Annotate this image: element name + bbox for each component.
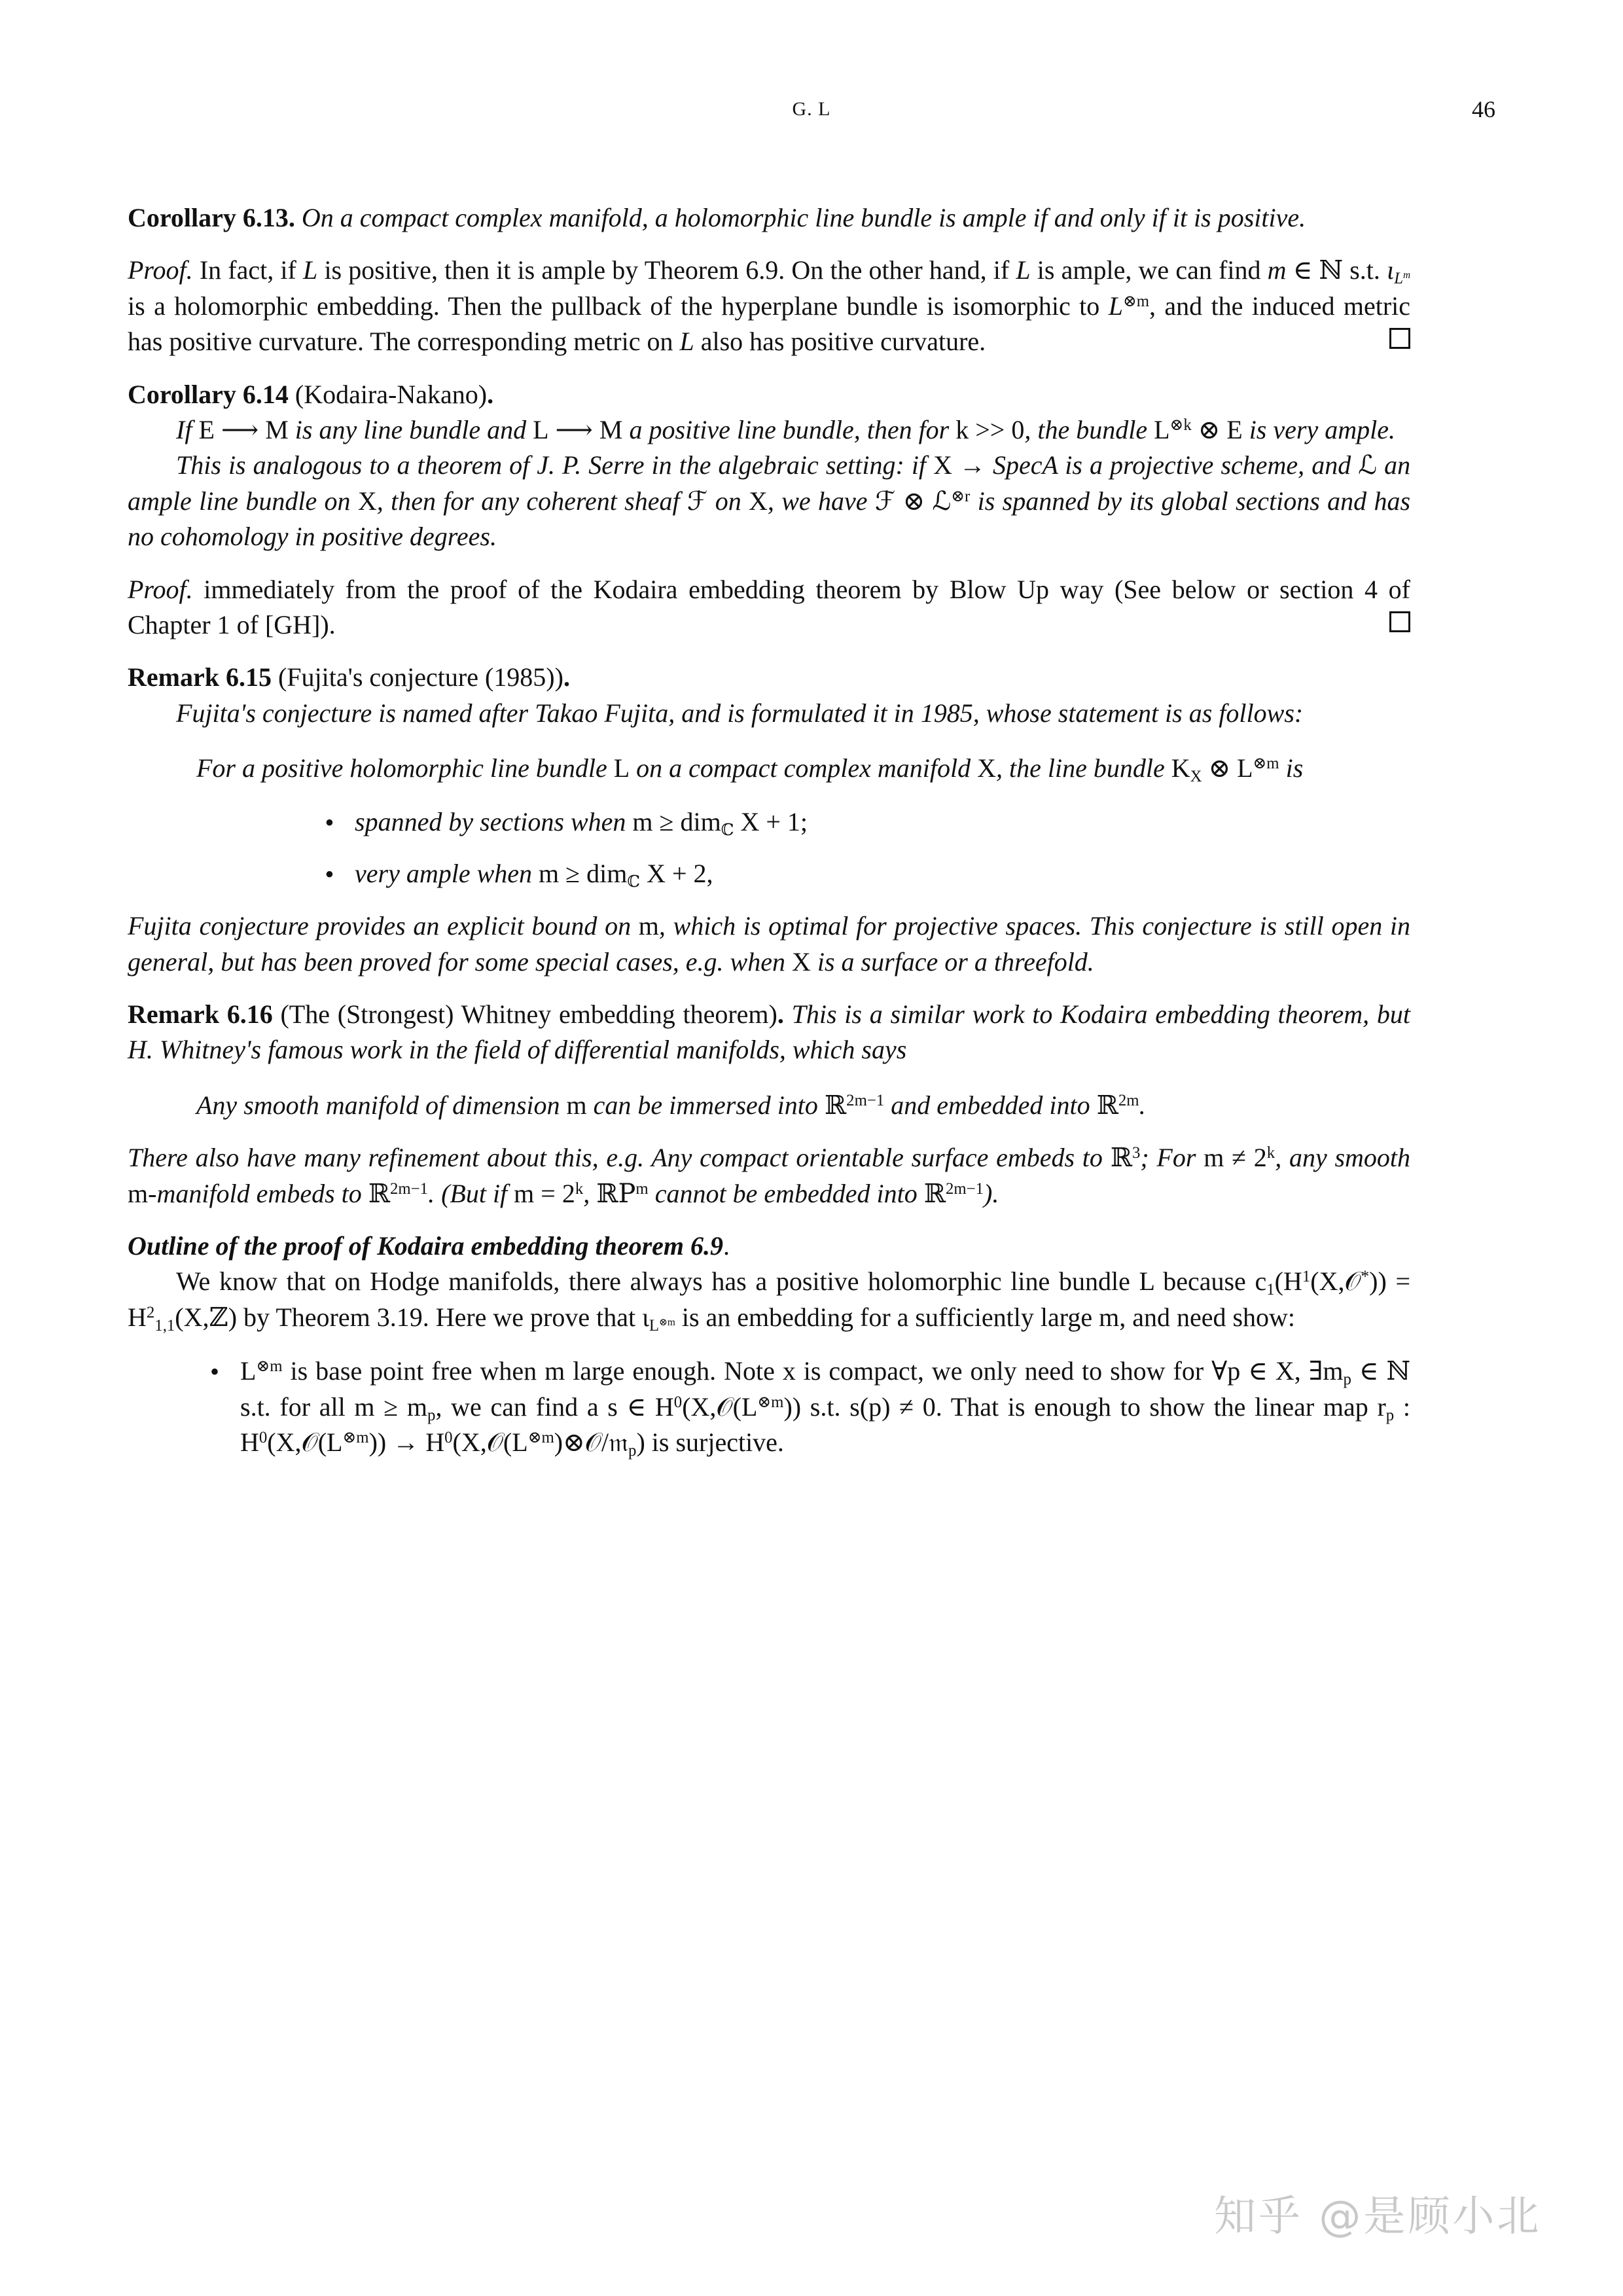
symbol-m: m [1204, 1143, 1224, 1173]
wr-h: ). [984, 1178, 999, 1208]
outline-bullet-list [200, 1354, 1410, 1460]
symbol-complex: ℂ [627, 871, 641, 891]
symbol-m: m [1323, 1356, 1344, 1386]
symbol-script-F: ℱ [687, 486, 708, 516]
symbol-X: X [690, 1391, 710, 1422]
symbol-exp-3: 3 [1132, 1144, 1141, 1162]
symbol-script-F: ℱ [874, 486, 896, 516]
symbol-exp-2m-1: 2m−1 [390, 1179, 429, 1198]
ou-c: by Theorem 3.19. Here we prove that [243, 1302, 636, 1332]
symbol-E: E [1226, 414, 1243, 444]
symbol-X: X [791, 946, 811, 977]
fq-a: For a positive holomorphic line bundle [196, 753, 607, 783]
symbol-L: L [649, 1316, 660, 1335]
running-title: G. L [792, 98, 831, 120]
symbol-L: L [1154, 414, 1170, 444]
cor614-p2a: This is analogous to a theorem of J. P. Serre in the algebraic setting: if [176, 450, 927, 480]
symbol-H: H [654, 1391, 674, 1422]
symbol-script-O: 𝒪 [486, 1427, 503, 1457]
symbol-dim: dim [680, 807, 721, 837]
symbol-script-O: 𝒪 [1344, 1266, 1361, 1297]
symbol-in: ∈ [1359, 1356, 1379, 1386]
symbol-m: m [632, 807, 653, 837]
fujita-close-b: , which is optimal for projective spaces. This conjecture is still open in general, but has been proved for some special cases, e.g. when [128, 911, 1410, 977]
symbol-m: m [128, 1178, 149, 1208]
corollary-6-14-label: Corollary 6.14 [128, 379, 289, 409]
wq-b: can be immersed into [593, 1090, 818, 1120]
symbol-zero-sup: 0 [444, 1429, 453, 1447]
symbol-p: p [1227, 1356, 1241, 1386]
proof-6-14 [128, 572, 1410, 643]
symbol-p: p [868, 1391, 882, 1422]
symbol-exp-2m-1: 2m−1 [846, 1091, 885, 1109]
watermark: 知乎 @是顾小北 [1214, 2193, 1542, 2241]
wr-f: , [583, 1178, 590, 1208]
symbol-tensor-k: ⊗k [1169, 416, 1192, 435]
symbol-two-sup: 2 [146, 1303, 155, 1321]
wq-a: Any smooth manifold of dimension [196, 1090, 560, 1120]
symbol-zero: 0 [922, 1391, 936, 1422]
symbol-geq: ≥ [565, 858, 580, 888]
ou-e: , and need show: [1119, 1302, 1296, 1332]
whitney-refinements-para [128, 1140, 1410, 1211]
symbol-arrow-long: ⟶ [221, 414, 259, 444]
symbol-L: L [741, 1391, 758, 1422]
symbol-p-sub: p [628, 1441, 637, 1460]
corollary-6-14-attribution: (Kodaira-Nakano) [294, 379, 488, 409]
symbol-p-sub: p [1385, 1406, 1395, 1424]
symbol-reals: ℝ [368, 1178, 390, 1209]
symbol-arrow: → [959, 450, 986, 480]
symbol-two: 2 [562, 1178, 575, 1208]
symbol-X: X [276, 1427, 295, 1457]
symbol-L: L [533, 414, 549, 444]
list-item [314, 804, 1335, 840]
cor614-p1c: a positive line bundle, then for [629, 414, 950, 444]
cor614-p2e: on [715, 486, 741, 516]
proof-6-14-text: immediately from the proof of the Kodaira embedding theorem by Blow Up way (See below or section 4 of Chapter 1 of [GH]). [128, 574, 1411, 639]
symbol-L: L [1016, 255, 1031, 285]
wq-d: . [1139, 1090, 1146, 1120]
symbol-M: M [265, 414, 289, 444]
symbol-eq: = [541, 1178, 556, 1208]
symbol-frak-m: 𝔪 [608, 1427, 629, 1457]
symbol-script-L: ℒ [932, 486, 952, 516]
proof-6-13-t2: is positive, then it is ample by Theorem 6.9. On the other hand, if [324, 255, 1010, 285]
symbol-m: m [514, 1178, 535, 1208]
document-body [128, 183, 1410, 1476]
symbol-m: m [1402, 270, 1411, 281]
symbol-X: X [1275, 1356, 1294, 1386]
symbol-tensor: ⊗ [563, 1427, 585, 1457]
wr-d: -manifold embeds to [148, 1178, 362, 1208]
remark-6-15-attribution: (Fujita's conjecture (1985)) [277, 662, 563, 692]
corollary-6-13-statement: On a compact complex manifold, a holomorphic line bundle is ample if and only if it is positive. [301, 203, 1306, 232]
symbol-naturals: ℕ [1386, 1356, 1411, 1387]
cor614-p1b: is any line bundle and [294, 414, 527, 444]
symbol-script-O: 𝒪 [301, 1427, 318, 1457]
period: . [777, 999, 784, 1030]
list-item: • $L^{\otimes m}$ is base point free when m large enough. Note x is compact, we only need to show for ∀p ∈ X, $\exists m_p$ ∈ ℕ s.t. for all $m \ge m_p$, we can find a s ∈ $H^0(X,𝒪(L^{\otimes m}))$ s.t. s(p) ≠ 0. That is enough to show the linear map $r_p$ : $H^0(X,𝒪(L^{\otimes m}))$ → $H^0(X,𝒪(L^{\otimes m})\otimes 𝒪/𝔪_p)$ is surjective. [200, 1354, 1410, 1460]
symbol-tensor-m: ⊗m [757, 1393, 784, 1411]
qed-square [1389, 611, 1410, 632]
symbol-m: m [1099, 1302, 1120, 1332]
wr-b: ; For [1140, 1143, 1196, 1173]
cor614-p2b: is a projective scheme, and [1065, 450, 1351, 480]
fujita-close-a: Fujita conjecture provides an explicit bound on [128, 911, 632, 941]
remark-6-15-para-text: Fujita's conjecture is named after Takao Fujita, and is formulated it in 1985, whose statement is as follows: [176, 698, 1304, 728]
symbol-tensor-r: ⊗r [951, 487, 971, 505]
ob-b: large enough. Note [573, 1356, 775, 1386]
symbol-L: L [1139, 1266, 1154, 1297]
fujita-bullet-1a: spanned by sections when [355, 807, 626, 837]
cor614-p1e: is very ample. [1249, 414, 1395, 444]
proof-6-13-t1: In fact, if [199, 255, 296, 285]
qed-square [1389, 328, 1410, 349]
wr-a: There also have many refinement about this, e.g. Any compact orientable surface embeds to [128, 1143, 1103, 1173]
symbol-exp-2m: 2m [1118, 1091, 1139, 1109]
symbol-H: H [240, 1427, 259, 1457]
symbol-X: X [357, 486, 377, 516]
symbol-X: X [461, 1427, 480, 1457]
outline-para: We know that on Hodge manifolds, there always has a positive holomorphic line bundle L because $c_1(H^1(X,𝒪^*))$ = $H^2_{1,1}(X,ℤ)$ by Theorem 3.19. Here we prove that $\iota_{L^{\otimes m}}$ is an embedding for a sufficiently large m, and need show: [128, 1266, 1411, 1335]
symbol-script-L: ℒ [1358, 450, 1378, 480]
fujita-closing-para [128, 908, 1410, 980]
symbol-in: ∈ [1248, 1356, 1268, 1386]
symbol-real-projective: ℝP [596, 1178, 636, 1209]
fujita-quote-line [196, 751, 1335, 786]
symbol-c1: c [1255, 1266, 1267, 1297]
bullet-icon: • [325, 808, 334, 838]
symbol-zero-sup: 0 [259, 1429, 268, 1447]
remark-6-15-para [128, 696, 1410, 731]
corollary-6-14-serre-note [128, 448, 1410, 554]
symbol-tensor: ⊗ [1198, 414, 1221, 444]
symbol-reals: ℝ [824, 1090, 847, 1121]
symbol-iota: ι [642, 1302, 649, 1332]
symbol-s: s [607, 1391, 618, 1422]
symbol-script-O: 𝒪 [584, 1427, 601, 1457]
symbol-L: L [1237, 753, 1253, 783]
symbol-reals: ℝ [1096, 1090, 1118, 1121]
proof-6-13-t4: s.t. [1349, 255, 1380, 285]
fujita-close-c: is a surface or a threefold. [817, 946, 1094, 977]
ob-c: is compact, we only need to show for [803, 1356, 1204, 1386]
symbol-integers: ℤ [209, 1302, 228, 1333]
symbol-H: H [425, 1427, 445, 1457]
symbol-tensor-m: ⊗m [659, 1316, 675, 1328]
fujita-bullet-2a: very ample when [355, 858, 533, 888]
symbol-H: H [1283, 1266, 1302, 1297]
symbol-L: L [1108, 291, 1123, 321]
symbol-tensor-m: ⊗m [1122, 292, 1150, 310]
symbol-L: L [679, 327, 694, 357]
symbol-m: m [566, 1090, 587, 1120]
symbol-tensor-m: ⊗m [527, 1429, 554, 1447]
bullet-icon: • [210, 1356, 220, 1386]
symbol-geq: ≥ [659, 807, 674, 837]
symbol-L: L [327, 1427, 343, 1457]
symbol-one-sub: 1 [1266, 1281, 1275, 1299]
symbol-L: L [303, 255, 318, 285]
proof-6-13-t7: also has positive curvature. [700, 327, 986, 357]
wq-c: and embedded into [891, 1090, 1090, 1120]
symbol-11-sub: 1,1 [154, 1316, 175, 1335]
corollary-6-14-heading [128, 377, 1410, 412]
symbol-geq: ≥ [383, 1391, 399, 1422]
list-item [314, 856, 1335, 891]
symbol-X: X [183, 1302, 203, 1332]
symbol-two: 2 [1253, 1143, 1267, 1173]
remark-6-16 [128, 997, 1410, 1068]
bullet-icon: • [325, 859, 334, 889]
symbol-L: L [512, 1427, 528, 1457]
symbol-tensor: ⊗ [902, 486, 925, 516]
fq-d: is [1285, 753, 1304, 783]
wr-e: . (But if [428, 1178, 508, 1208]
symbol-complex: ℂ [721, 820, 734, 840]
remark-6-16-lead: This is a similar work to Kodaira embedding theorem, but H. Whitney's famous work in the field of differential manifolds, which says [128, 999, 1410, 1065]
symbol-forall: ∀ [1211, 1356, 1228, 1386]
symbol-iota: ι [1387, 255, 1395, 285]
symbol-specA: SpecA [993, 450, 1058, 480]
wr-c: , any smooth [1275, 1143, 1411, 1173]
symbol-reals: ℝ [1110, 1143, 1132, 1174]
page-number: 46 [1472, 96, 1495, 122]
proof-6-13-t6: , and the induced metric has positive curvature. The corresponding metric on [128, 291, 1411, 357]
symbol-arrow-long: ⟶ [555, 414, 593, 444]
proof-label: Proof. [128, 255, 193, 285]
cor614-p2g: is spanned by its global sections and has no cohomology in positive degrees. [128, 486, 1411, 552]
symbol-H: H [128, 1302, 147, 1332]
ob-d: s.t. for all [240, 1391, 346, 1422]
symbol-m: m [1267, 255, 1287, 285]
remark-6-15-label: Remark 6.15 [128, 662, 272, 692]
symbol-in: ∈ [626, 1391, 647, 1422]
whitney-quote [196, 1088, 1335, 1123]
remark-6-15-heading [128, 660, 1410, 695]
proof-6-13 [128, 253, 1410, 359]
symbol-gg: >> [975, 414, 1005, 444]
period: . [563, 662, 570, 692]
symbol-X: X [1319, 1266, 1338, 1297]
symbol-L: L [1394, 270, 1403, 288]
period: . [487, 379, 494, 409]
symbol-K: K [1171, 753, 1190, 783]
symbol-X-sub: X [1190, 768, 1202, 786]
fujita-bullet-list [314, 804, 1335, 891]
outline-heading-text: Outline of the proof of Kodaira embedding theorem 6.9 [128, 1230, 723, 1261]
symbol-tensor-m: ⊗m [1253, 755, 1279, 773]
symbol-naturals: ℕ [1319, 255, 1344, 286]
outline-heading [128, 1229, 1410, 1264]
symbol-m: m [406, 1391, 428, 1422]
wr-g: cannot be embedded into [654, 1178, 918, 1208]
symbol-reals: ℝ [923, 1178, 946, 1209]
ob-h: is surjective. [651, 1427, 784, 1457]
symbol-k: k [955, 414, 969, 444]
symbol-one-sup: 1 [1302, 1268, 1311, 1286]
symbol-r: r [1377, 1391, 1386, 1422]
symbol-dim: dim [586, 858, 628, 888]
symbol-neq: ≠ [1232, 1143, 1247, 1173]
cor614-p2c: an ample line bundle on [128, 450, 1411, 516]
symbol-zero-sup: 0 [673, 1393, 683, 1411]
symbol-neq: ≠ [899, 1391, 914, 1422]
cor614-p1a: If [176, 414, 192, 444]
symbol-star: * [1361, 1268, 1370, 1286]
symbol-p-sub: p [427, 1406, 436, 1424]
symbol-s: s [849, 1391, 860, 1422]
fujita-bullet-1b: X + 1; [740, 807, 808, 837]
symbol-arrow: → [393, 1427, 419, 1457]
symbol-script-O: 𝒪 [716, 1391, 733, 1422]
symbol-tensor: ⊗ [1208, 753, 1231, 783]
symbol-X: X [749, 486, 768, 516]
ob-f: s.t. [810, 1391, 841, 1422]
symbol-tensor-m: ⊗m [256, 1357, 283, 1376]
ob-a: is base point free when [290, 1356, 537, 1386]
symbol-E: E [198, 414, 215, 444]
symbol-m: m [539, 858, 560, 888]
fq-b: on a compact complex manifold [636, 753, 971, 783]
corollary-6-13-label: Corollary 6.13. [128, 203, 295, 232]
fq-c: , the line bundle [996, 753, 1165, 783]
symbol-exp-2m-1: 2m−1 [945, 1179, 984, 1198]
proof-6-13-t3: is ample, we can find [1037, 255, 1261, 285]
corollary-6-14-statement [128, 412, 1410, 448]
ou-b: because [1163, 1266, 1246, 1297]
ob-e: , we can find a [435, 1391, 599, 1422]
symbol-L: L [613, 753, 630, 783]
symbol-M: M [599, 414, 623, 444]
remark-6-16-attribution: (The (Strongest) Whitney embedding theorem) [280, 999, 777, 1030]
symbol-m: m [354, 1391, 375, 1422]
cor614-p2d: , then for any coherent sheaf [376, 486, 680, 516]
symbol-k-exp: k [575, 1179, 584, 1198]
symbol-k-exp: k [1266, 1144, 1275, 1162]
ou-a: We know that on Hodge manifolds, there always has a positive holomorphic line bundle [176, 1266, 1130, 1297]
proof-label: Proof. [128, 574, 193, 604]
fujita-bullet-2b: X + 2, [647, 858, 713, 888]
symbol-L: L [240, 1356, 257, 1386]
cor614-p2f: , we have [767, 486, 868, 516]
ou-d: is an embedding for a sufficiently large [681, 1302, 1093, 1332]
cor614-p1d: , the bundle [1024, 414, 1148, 444]
symbol-exists: ∃ [1308, 1356, 1323, 1386]
symbol-tensor-m: ⊗m [342, 1429, 369, 1447]
symbol-zero: 0 [1011, 414, 1025, 444]
symbol-m-exp: m [635, 1179, 649, 1198]
symbol-m: m [544, 1356, 565, 1386]
symbol-eq: = [1395, 1266, 1411, 1297]
outline-heading-period: . [723, 1230, 730, 1261]
ob-g: . That is enough to show the linear map [935, 1391, 1368, 1422]
symbol-m: m [638, 911, 659, 941]
symbol-x-lower: x [782, 1356, 796, 1386]
symbol-in: ∈ [1293, 255, 1313, 285]
symbol-X: X [977, 753, 997, 783]
whitney-quote-text [196, 1088, 1335, 1123]
symbol-p-sub: p [1343, 1371, 1351, 1389]
running-head [128, 98, 1495, 124]
remark-6-16-label: Remark 6.16 [128, 999, 273, 1030]
fujita-conjecture-quote [196, 751, 1335, 891]
symbol-X: X [933, 450, 952, 480]
corollary-6-13 [128, 200, 1410, 236]
proof-6-13-t5: is a holomorphic embedding. Then the pullback of the hyperplane bundle is isomorphic to [128, 291, 1100, 321]
